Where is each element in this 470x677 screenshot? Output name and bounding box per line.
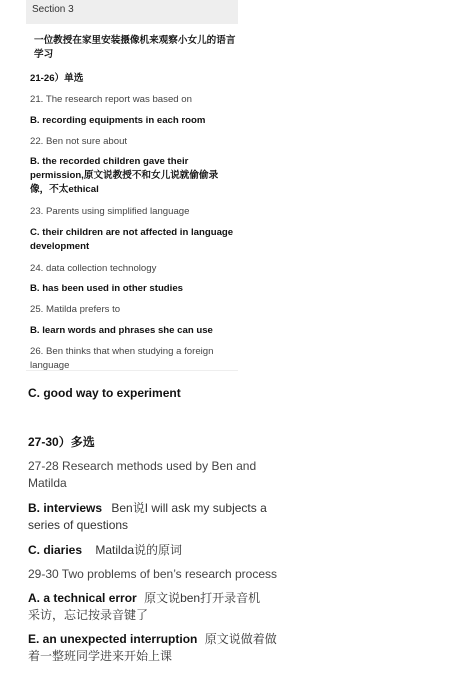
question-26: 26. Ben thinks that when studying a foreign language (30, 346, 214, 371)
answer-24: B. has been used in other studies (30, 283, 183, 294)
answer-21: B. recording equipments in each room (30, 115, 206, 126)
answer-c-label: C. diaries (28, 543, 83, 557)
question-29-30 (28, 566, 448, 583)
answer-a (28, 590, 268, 624)
multi-choice-header (28, 434, 448, 451)
answer-26 (28, 385, 448, 402)
question-29-30-text: 29-30 Two problems of ben’s research process (28, 567, 278, 581)
answer-a-note: 原文说ben打开录音机采访，忘记按录音键了 (28, 591, 261, 622)
question-27-28 (28, 458, 268, 492)
question-23: 23. Parents using simplified language (30, 206, 190, 217)
question-27-28-text: 27-28 Research methods used by Ben and Matilda (28, 459, 257, 490)
answer-e (28, 631, 278, 665)
question-22: 22. Ben not sure about (30, 136, 128, 147)
answer-e-label: E. an unexpected interruption (28, 632, 198, 646)
answer-b-label: B. interviews (28, 501, 103, 515)
question-24: 24. data collection technology (30, 263, 157, 274)
topic-heading: 一位教授在家里安装摄像机来观察小女儿的语言学习 (34, 35, 236, 60)
embedded-screenshot-panel (26, 0, 238, 371)
question-21: 21. The research report was based on (30, 94, 192, 105)
single-choice-header: 21-26）单选 (30, 73, 84, 84)
answer-a-label: A. a technical error (28, 591, 137, 605)
section-title: Section 3 (26, 0, 238, 24)
question-25: 25. Matilda prefers to (30, 304, 121, 315)
answer-25: B. learn words and phrases she can use (30, 325, 213, 336)
answer-23: C. their children are not affected in language development (30, 227, 234, 252)
multi-choice-header-text: 27-30）多选 (28, 435, 95, 449)
answer-26-text: C. good way to experiment (28, 386, 181, 400)
answer-b (28, 500, 268, 534)
answer-e-note: 原文说做着做着一整班同学进来开始上课 (28, 632, 277, 663)
answer-c-note: Matilda说的原词 (95, 543, 183, 557)
answer-b-note: Ben说I will ask my subjects a series of questions (28, 501, 267, 532)
answer-22: B. the recorded children gave their permission,原文说教授不和女儿说就偷偷录像，不太ethical (30, 156, 219, 195)
answer-c (28, 542, 448, 559)
